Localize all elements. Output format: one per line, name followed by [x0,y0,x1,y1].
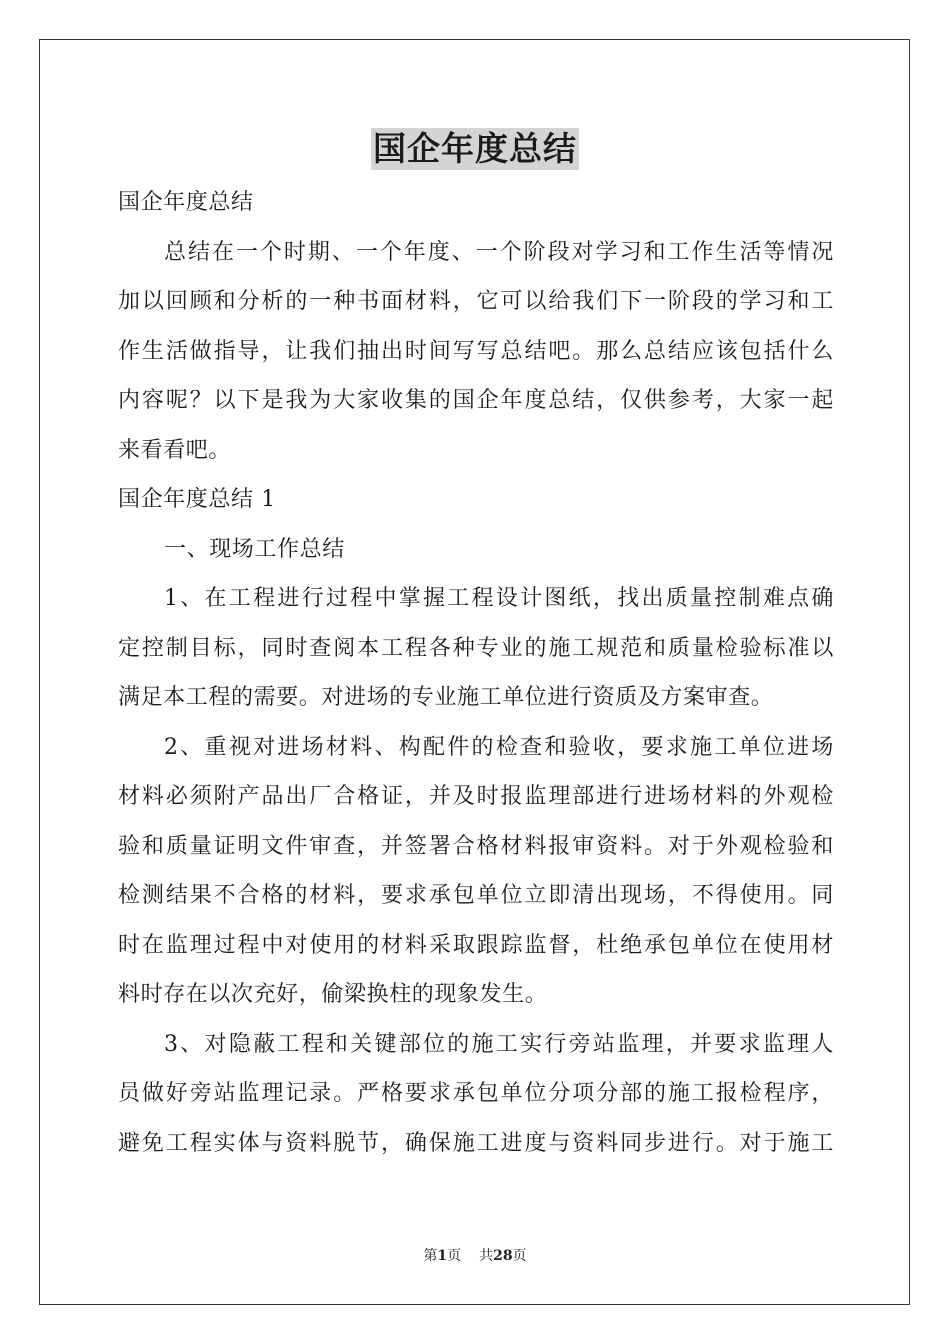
footer-total-suffix: 页 [512,1248,527,1264]
text-line: 国企年度总结 [118,190,254,215]
page-footer [0,1246,950,1266]
text-line: 加以回顾和分析的一种书面材料，它可以给我们下一阶段的学习和工 [118,289,834,314]
current-page-number: 1 [437,1248,448,1264]
document-title: 国企年度总结 [373,129,577,168]
document-body [118,178,834,1168]
text-line: 来看看吧。 [118,437,232,463]
text-line: 国企年度总结 1 [118,487,276,512]
total-page-count: 28 [493,1248,513,1264]
text-line: 检测结果不合格的材料，要求承包单位立即清出现场，不得使用。同 [118,883,834,908]
text-line: 作生活做指导，让我们抽出时间写写总结吧。那么总结应该包括什么 [118,338,834,364]
text-line: 定控制目标，同时查阅本工程各种专业的施工规范和质量检验标准以 [118,635,834,661]
text-line: 避免工程实体与资料脱节，确保施工进度与资料同步进行。对于施工 [118,1130,834,1156]
text-line: 2、重视对进场材料、构配件的检查和验收，要求施工单位进场 [164,734,834,760]
text-line: 员做好旁站监理记录。严格要求承包单位分项分部的施工报检程序， [118,1081,834,1106]
text-line: 满足本工程的需要。对进场的专业施工单位进行资质及方案审查。 [118,685,774,710]
text-line: 总结在一个时期、一个年度、一个阶段对学习和工作生活等情况 [164,239,834,265]
text-line: 内容呢？以下是我为大家收集的国企年度总结，仅供参考，大家一起 [118,388,834,413]
text-line: 1、在工程进行过程中掌握工程设计图纸，找出质量控制难点确 [164,586,834,611]
text-line: 时在监理过程中对使用的材料采取跟踪监督，杜绝承包单位在使用材 [118,932,834,958]
footer-prefix: 第 [423,1248,438,1264]
text-line: 3、对隐蔽工程和关键部位的施工实行旁站监理，并要求监理人 [164,1031,834,1057]
text-line: 一、现场工作总结 [164,536,345,562]
text-line: 验和质量证明文件审查，并签署合格材料报审资料。对于外观检验和 [118,833,834,859]
text-line: 料时存在以次充好，偷梁换柱的现象发生。 [118,982,548,1007]
footer-total-prefix: 共 [479,1248,494,1264]
title-container [0,128,950,170]
footer-page-suffix: 页 [447,1248,462,1264]
text-line: 材料必须附产品出厂合格证，并及时报监理部进行进场材料的外观检 [118,784,834,809]
